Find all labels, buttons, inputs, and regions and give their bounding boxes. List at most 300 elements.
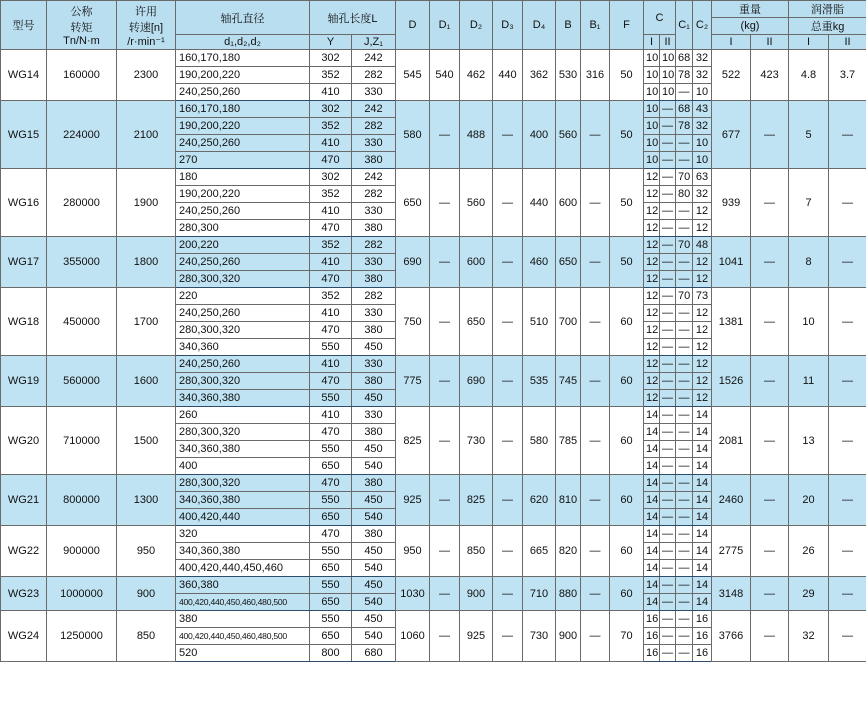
- cell-D3: 440: [493, 50, 523, 101]
- header-torque-line2: 转矩: [70, 22, 93, 34]
- cell-bore: 270: [176, 152, 310, 169]
- cell-jz: 450: [352, 611, 396, 628]
- cell-c-II: —: [660, 373, 676, 390]
- cell-y: 302: [310, 50, 352, 67]
- cell-c2: 14: [693, 441, 712, 458]
- cell-c-II: 10: [660, 67, 676, 84]
- cell-c1: —: [676, 373, 693, 390]
- cell-c2: 12: [693, 390, 712, 407]
- cell-bore: 280,300: [176, 220, 310, 237]
- cell-c-I: 12: [644, 305, 660, 322]
- cell-jz: 380: [352, 220, 396, 237]
- cell-bore: 400,420,440: [176, 509, 310, 526]
- header-speed-line3: /r·min⁻¹: [127, 35, 165, 48]
- cell-c2: 12: [693, 254, 712, 271]
- cell-D2: 650: [460, 288, 493, 356]
- cell-F: 50: [610, 101, 644, 169]
- cell-B: 600: [556, 169, 581, 237]
- cell-c-I: 10: [644, 152, 660, 169]
- cell-wII: —: [751, 526, 789, 577]
- cell-D1: —: [430, 101, 460, 169]
- cell-gII: —: [829, 526, 866, 577]
- cell-model: WG22: [1, 526, 47, 577]
- cell-y: 410: [310, 203, 352, 220]
- cell-bore: 340,360,380: [176, 390, 310, 407]
- cell-jz: 540: [352, 594, 396, 611]
- cell-bore: 190,200,220: [176, 67, 310, 84]
- header-grease-II: II: [829, 35, 866, 50]
- cell-B: 745: [556, 356, 581, 407]
- cell-gI: 20: [789, 475, 829, 526]
- cell-D4: 580: [523, 407, 556, 475]
- cell-wII: —: [751, 577, 789, 611]
- header-C-II: II: [660, 35, 676, 50]
- cell-c-II: —: [660, 135, 676, 152]
- table-body: [1, 50, 866, 662]
- cell-c-I: 14: [644, 594, 660, 611]
- cell-bore: 280,300,320: [176, 322, 310, 339]
- cell-B: 820: [556, 526, 581, 577]
- cell-y: 470: [310, 220, 352, 237]
- cell-D1: 540: [430, 50, 460, 101]
- cell-c2: 10: [693, 135, 712, 152]
- cell-c1: —: [676, 577, 693, 594]
- cell-c1: —: [676, 645, 693, 662]
- header-torque-line3: Tn/N·m: [63, 35, 100, 47]
- cell-c1: 70: [676, 237, 693, 254]
- cell-c-I: 14: [644, 424, 660, 441]
- header-weight-II: II: [751, 35, 789, 50]
- cell-model: WG19: [1, 356, 47, 407]
- cell-speed: 1800: [117, 237, 176, 288]
- header-C2: C₂: [693, 1, 712, 50]
- cell-B1: —: [581, 407, 610, 475]
- cell-y: 550: [310, 339, 352, 356]
- cell-jz: 330: [352, 84, 396, 101]
- cell-speed: 1500: [117, 407, 176, 475]
- cell-c2: 32: [693, 118, 712, 135]
- cell-D4: 535: [523, 356, 556, 407]
- cell-gII: —: [829, 288, 866, 356]
- cell-D: 1060: [396, 611, 430, 662]
- cell-D3: —: [493, 237, 523, 288]
- cell-y: 470: [310, 322, 352, 339]
- cell-D: 1030: [396, 577, 430, 611]
- cell-bore: 190,200,220: [176, 118, 310, 135]
- cell-c1: —: [676, 424, 693, 441]
- cell-c-II: —: [660, 220, 676, 237]
- cell-D: 545: [396, 50, 430, 101]
- cell-D: 775: [396, 356, 430, 407]
- header-weight-line1: 重量: [739, 4, 762, 16]
- cell-F: 60: [610, 577, 644, 611]
- cell-jz: 282: [352, 118, 396, 135]
- cell-B: 650: [556, 237, 581, 288]
- cell-jz: 380: [352, 373, 396, 390]
- cell-jz: 242: [352, 101, 396, 118]
- cell-c1: —: [676, 152, 693, 169]
- cell-c-II: —: [660, 577, 676, 594]
- cell-y: 470: [310, 373, 352, 390]
- cell-speed: 1700: [117, 288, 176, 356]
- cell-y: 650: [310, 560, 352, 577]
- cell-wII: 423: [751, 50, 789, 101]
- cell-gII: —: [829, 169, 866, 237]
- cell-speed: 2300: [117, 50, 176, 101]
- cell-c1: —: [676, 271, 693, 288]
- cell-bore: 280,300,320: [176, 271, 310, 288]
- cell-jz: 330: [352, 407, 396, 424]
- cell-torque: 280000: [47, 169, 117, 237]
- cell-c-I: 14: [644, 509, 660, 526]
- cell-c-II: —: [660, 628, 676, 645]
- cell-bore: 340,360,380: [176, 492, 310, 509]
- header-D3: D₃: [493, 1, 523, 50]
- header-grease-line1: 润滑脂: [811, 4, 845, 16]
- cell-D2: 900: [460, 577, 493, 611]
- cell-B1: —: [581, 577, 610, 611]
- cell-c-I: 12: [644, 220, 660, 237]
- cell-bore: 360,380: [176, 577, 310, 594]
- cell-model: WG23: [1, 577, 47, 611]
- cell-c-II: —: [660, 475, 676, 492]
- header-B1: B₁: [581, 1, 610, 50]
- cell-D1: —: [430, 526, 460, 577]
- cell-c1: —: [676, 390, 693, 407]
- cell-c1: 78: [676, 118, 693, 135]
- header-weight-unit: (kg): [712, 18, 789, 35]
- cell-jz: 540: [352, 560, 396, 577]
- cell-c-I: 12: [644, 390, 660, 407]
- cell-y: 410: [310, 135, 352, 152]
- cell-speed: 2100: [117, 101, 176, 169]
- cell-y: 352: [310, 186, 352, 203]
- cell-y: 550: [310, 611, 352, 628]
- cell-c-II: —: [660, 237, 676, 254]
- cell-y: 352: [310, 118, 352, 135]
- table-row: [1, 169, 866, 186]
- cell-D2: 850: [460, 526, 493, 577]
- cell-jz: 380: [352, 322, 396, 339]
- cell-y: 470: [310, 475, 352, 492]
- cell-c1: —: [676, 594, 693, 611]
- cell-c-I: 14: [644, 560, 660, 577]
- cell-y: 410: [310, 305, 352, 322]
- cell-c1: —: [676, 322, 693, 339]
- cell-c-I: 10: [644, 67, 660, 84]
- cell-F: 60: [610, 356, 644, 407]
- cell-c1: —: [676, 628, 693, 645]
- cell-gII: —: [829, 101, 866, 169]
- cell-D2: 560: [460, 169, 493, 237]
- cell-gI: 11: [789, 356, 829, 407]
- cell-B: 785: [556, 407, 581, 475]
- cell-c-II: —: [660, 271, 676, 288]
- cell-model: WG14: [1, 50, 47, 101]
- cell-jz: 450: [352, 543, 396, 560]
- cell-c-I: 12: [644, 186, 660, 203]
- cell-D1: —: [430, 288, 460, 356]
- cell-c2: 10: [693, 84, 712, 101]
- cell-bore: 240,250,260: [176, 84, 310, 101]
- header-bore-length: 轴孔长度L: [310, 1, 396, 35]
- cell-wII: —: [751, 169, 789, 237]
- cell-wI: 677: [712, 101, 751, 169]
- cell-wII: —: [751, 288, 789, 356]
- cell-D2: 730: [460, 407, 493, 475]
- cell-bore: 400,420,440,450,460,480,500: [176, 628, 310, 645]
- cell-c-II: 10: [660, 84, 676, 101]
- cell-c1: —: [676, 84, 693, 101]
- cell-gI: 32: [789, 611, 829, 662]
- cell-B: 880: [556, 577, 581, 611]
- cell-wI: 3148: [712, 577, 751, 611]
- cell-bore: 400,420,440,450,460,480,500: [176, 594, 310, 611]
- cell-B: 810: [556, 475, 581, 526]
- cell-c-II: —: [660, 203, 676, 220]
- cell-bore: 180: [176, 169, 310, 186]
- cell-c1: —: [676, 441, 693, 458]
- header-B: B: [556, 1, 581, 50]
- cell-c2: 14: [693, 509, 712, 526]
- header-speed-line2: 转速[n]: [128, 21, 164, 34]
- cell-torque: 560000: [47, 356, 117, 407]
- cell-c2: 14: [693, 526, 712, 543]
- header-grease-unit: 总重kg: [789, 18, 866, 35]
- cell-c2: 12: [693, 203, 712, 220]
- cell-c1: —: [676, 458, 693, 475]
- cell-c2: 63: [693, 169, 712, 186]
- cell-wII: —: [751, 237, 789, 288]
- cell-bore: 400: [176, 458, 310, 475]
- cell-jz: 330: [352, 254, 396, 271]
- cell-B: 700: [556, 288, 581, 356]
- cell-c-II: —: [660, 560, 676, 577]
- cell-wI: 3766: [712, 611, 751, 662]
- cell-c-I: 14: [644, 577, 660, 594]
- cell-y: 650: [310, 628, 352, 645]
- cell-jz: 330: [352, 203, 396, 220]
- cell-gI: 26: [789, 526, 829, 577]
- header-D1: D₁: [430, 1, 460, 50]
- cell-jz: 282: [352, 288, 396, 305]
- cell-c2: 16: [693, 628, 712, 645]
- cell-c-I: 12: [644, 373, 660, 390]
- cell-c-I: 14: [644, 492, 660, 509]
- header-grease-I: I: [789, 35, 829, 50]
- header-D2: D₂: [460, 1, 493, 50]
- cell-wI: 2775: [712, 526, 751, 577]
- cell-c1: —: [676, 475, 693, 492]
- cell-D4: 362: [523, 50, 556, 101]
- cell-torque: 355000: [47, 237, 117, 288]
- cell-jz: 680: [352, 645, 396, 662]
- cell-jz: 540: [352, 458, 396, 475]
- cell-gII: —: [829, 577, 866, 611]
- cell-D2: 825: [460, 475, 493, 526]
- cell-D: 690: [396, 237, 430, 288]
- cell-F: 60: [610, 526, 644, 577]
- cell-wII: —: [751, 407, 789, 475]
- table-row: [1, 526, 866, 543]
- cell-c-II: —: [660, 288, 676, 305]
- cell-model: WG18: [1, 288, 47, 356]
- cell-speed: 1900: [117, 169, 176, 237]
- cell-c2: 12: [693, 271, 712, 288]
- cell-B1: —: [581, 101, 610, 169]
- cell-speed: 1300: [117, 475, 176, 526]
- cell-bore: 240,250,260: [176, 135, 310, 152]
- cell-D3: —: [493, 407, 523, 475]
- cell-c-I: 14: [644, 526, 660, 543]
- cell-speed: 1600: [117, 356, 176, 407]
- cell-c-I: 10: [644, 84, 660, 101]
- cell-B1: —: [581, 526, 610, 577]
- cell-y: 550: [310, 543, 352, 560]
- cell-wII: —: [751, 356, 789, 407]
- cell-speed: 850: [117, 611, 176, 662]
- cell-B1: —: [581, 356, 610, 407]
- cell-y: 550: [310, 390, 352, 407]
- cell-D3: —: [493, 526, 523, 577]
- cell-jz: 282: [352, 237, 396, 254]
- table-row: [1, 101, 866, 118]
- cell-D1: —: [430, 237, 460, 288]
- cell-y: 470: [310, 526, 352, 543]
- cell-c1: —: [676, 526, 693, 543]
- cell-D4: 510: [523, 288, 556, 356]
- cell-c2: 32: [693, 50, 712, 67]
- header-grease: [789, 1, 866, 18]
- cell-c2: 14: [693, 543, 712, 560]
- cell-jz: 380: [352, 152, 396, 169]
- cell-c-II: —: [660, 492, 676, 509]
- cell-bore: 240,250,260: [176, 203, 310, 220]
- cell-speed: 900: [117, 577, 176, 611]
- cell-c1: —: [676, 220, 693, 237]
- cell-F: 60: [610, 407, 644, 475]
- header-speed: [117, 1, 176, 50]
- cell-jz: 450: [352, 577, 396, 594]
- cell-c-II: —: [660, 390, 676, 407]
- cell-D3: —: [493, 101, 523, 169]
- cell-y: 352: [310, 67, 352, 84]
- cell-c-II: —: [660, 322, 676, 339]
- cell-F: 50: [610, 169, 644, 237]
- cell-y: 650: [310, 509, 352, 526]
- table-row: [1, 407, 866, 424]
- header-weight: [712, 1, 789, 18]
- cell-D: 580: [396, 101, 430, 169]
- cell-c-I: 10: [644, 50, 660, 67]
- cell-D4: 460: [523, 237, 556, 288]
- cell-D3: —: [493, 611, 523, 662]
- cell-c-II: —: [660, 645, 676, 662]
- cell-y: 470: [310, 271, 352, 288]
- cell-c-II: —: [660, 339, 676, 356]
- table-row: [1, 611, 866, 628]
- cell-bore: 340,360,380: [176, 441, 310, 458]
- cell-torque: 224000: [47, 101, 117, 169]
- cell-c1: 78: [676, 67, 693, 84]
- cell-c-II: —: [660, 305, 676, 322]
- cell-bore: 340,360: [176, 339, 310, 356]
- cell-jz: 242: [352, 169, 396, 186]
- cell-jz: 450: [352, 339, 396, 356]
- cell-gII: —: [829, 356, 866, 407]
- cell-gI: 5: [789, 101, 829, 169]
- cell-c1: —: [676, 203, 693, 220]
- cell-D4: 400: [523, 101, 556, 169]
- cell-c-I: 10: [644, 101, 660, 118]
- cell-gI: 10: [789, 288, 829, 356]
- cell-c-I: 12: [644, 356, 660, 373]
- cell-c-I: 12: [644, 288, 660, 305]
- cell-c2: 10: [693, 152, 712, 169]
- cell-y: 352: [310, 288, 352, 305]
- cell-bore: 200,220: [176, 237, 310, 254]
- table-row: [1, 356, 866, 373]
- cell-jz: 380: [352, 475, 396, 492]
- header-D4: D₄: [523, 1, 556, 50]
- cell-y: 800: [310, 645, 352, 662]
- cell-c-II: —: [660, 407, 676, 424]
- cell-gI: 13: [789, 407, 829, 475]
- cell-model: WG16: [1, 169, 47, 237]
- cell-c2: 14: [693, 560, 712, 577]
- cell-gII: —: [829, 611, 866, 662]
- cell-B: 560: [556, 101, 581, 169]
- cell-c-I: 14: [644, 441, 660, 458]
- cell-c-II: —: [660, 543, 676, 560]
- cell-c-II: —: [660, 458, 676, 475]
- cell-c-II: —: [660, 254, 676, 271]
- cell-gII: 3.7: [829, 50, 866, 101]
- cell-D2: 925: [460, 611, 493, 662]
- cell-gI: 4.8: [789, 50, 829, 101]
- cell-D4: 730: [523, 611, 556, 662]
- header-speed-line1: 许用: [135, 5, 157, 18]
- cell-speed: 950: [117, 526, 176, 577]
- cell-bore: 380: [176, 611, 310, 628]
- cell-y: 550: [310, 441, 352, 458]
- cell-gII: —: [829, 407, 866, 475]
- cell-B1: —: [581, 475, 610, 526]
- cell-c-II: 10: [660, 50, 676, 67]
- header-C: C: [644, 1, 676, 35]
- cell-wI: 522: [712, 50, 751, 101]
- cell-c1: —: [676, 543, 693, 560]
- cell-c-I: 10: [644, 135, 660, 152]
- cell-c1: —: [676, 356, 693, 373]
- cell-bore: 260: [176, 407, 310, 424]
- cell-D4: 440: [523, 169, 556, 237]
- cell-D2: 600: [460, 237, 493, 288]
- cell-c-I: 12: [644, 339, 660, 356]
- cell-D1: —: [430, 611, 460, 662]
- cell-c1: —: [676, 509, 693, 526]
- cell-jz: 282: [352, 186, 396, 203]
- cell-wII: —: [751, 611, 789, 662]
- cell-c1: —: [676, 560, 693, 577]
- cell-c-II: —: [660, 101, 676, 118]
- cell-D3: —: [493, 356, 523, 407]
- cell-c2: 43: [693, 101, 712, 118]
- cell-jz: 450: [352, 441, 396, 458]
- cell-bore: 190,200,220: [176, 186, 310, 203]
- cell-c2: 16: [693, 645, 712, 662]
- cell-c-I: 12: [644, 271, 660, 288]
